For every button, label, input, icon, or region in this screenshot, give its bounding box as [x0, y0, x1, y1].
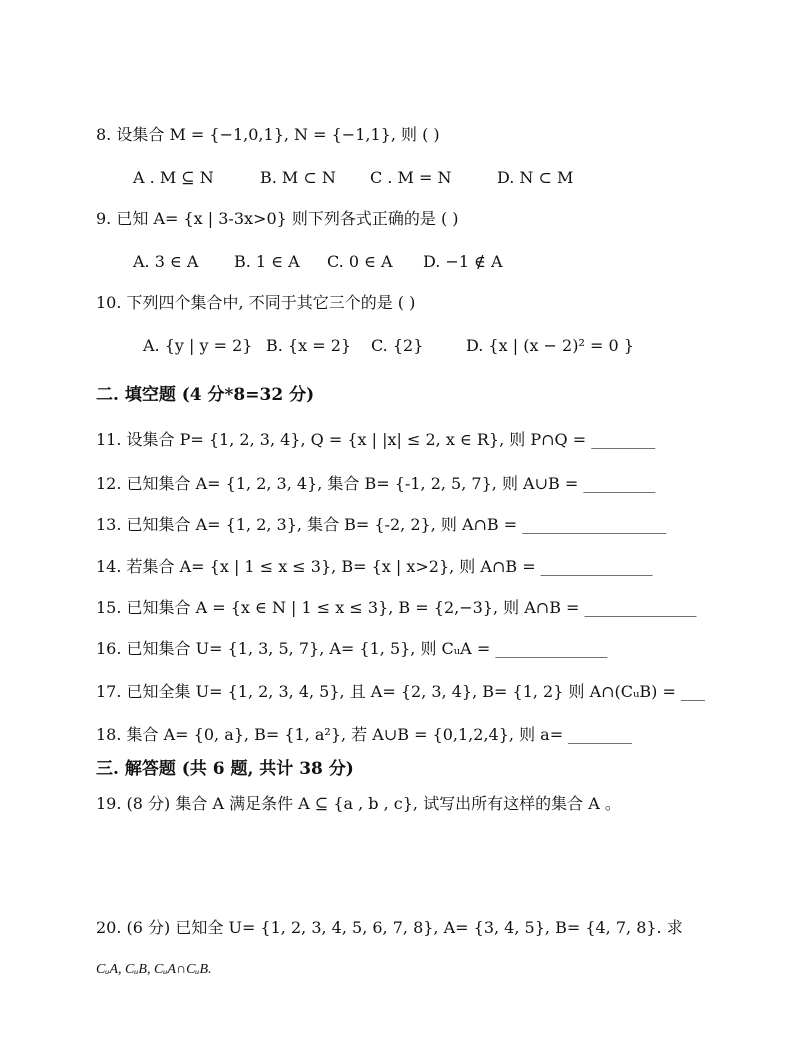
fill-question-11: 11. 设集合 P= {1, 2, 3, 4}, Q = {x | |x| ≤ 2, x ∈ R}, 则 P∩Q = ________ [96, 430, 656, 449]
q8-option-a: A . M ⊆ N [133, 168, 214, 187]
fill-question-12: 12. 已知集合 A= {1, 2, 3, 4}, 集合 B= {-1, 2, 5, 7}, 则 A∪B = _________ [96, 474, 656, 493]
question-20-sub: CᵤA, CᵤB, CᵤA∩CᵤB. [96, 962, 212, 977]
fill-question-17: 17. 已知全集 U= {1, 2, 3, 4, 5}, 且 A= {2, 3, 4}, B= {1, 2} 则 A∩(CᵤB) = ___ [96, 682, 705, 701]
q10-option-c: C. {2} [371, 336, 424, 355]
fill-question-18: 18. 集合 A= {0, a}, B= {1, a²}, 若 A∪B = {0,1,2,4}, 则 a= ________ [96, 725, 633, 744]
q9-option-c: C. 0 ∈ A [327, 252, 393, 271]
question-19: 19. (8 分) 集合 A 满足条件 A ⊆ {a , b , c}, 试写出所有这样的集合 A 。 [96, 794, 621, 813]
fill-question-14: 14. 若集合 A= {x | 1 ≤ x ≤ 3}, B= {x | x>2}, 则 A∩B = ______________ [96, 557, 653, 576]
question-10: 10. 下列四个集合中, 不同于其它三个的是 ( ) [96, 293, 416, 312]
fill-question-16: 16. 已知集合 U= {1, 3, 5, 7}, A= {1, 5}, 则 CᵤA = ______________ [96, 639, 608, 658]
question-20: 20. (6 分) 已知全 U= {1, 2, 3, 4, 5, 6, 7, 8}, A= {3, 4, 5}, B= {4, 7, 8}. 求 [96, 918, 683, 937]
q10-option-d: D. {x | (x − 2)² = 0 } [466, 336, 634, 355]
question-9: 9. 已知 A= {x | 3-3x>0} 则下列各式正确的是 ( ) [96, 209, 459, 228]
q8-option-b: B. M ⊂ N [260, 168, 336, 187]
fill-question-13: 13. 已知集合 A= {1, 2, 3}, 集合 B= {-2, 2}, 则 A∩B = __________________ [96, 515, 667, 534]
q8-option-c: C . M = N [370, 168, 452, 187]
question-8: 8. 设集合 M = {−1,0,1}, N = {−1,1}, 则 ( ) [96, 125, 440, 144]
q9-option-a: A. 3 ∈ A [133, 252, 199, 271]
section-2-heading: 二. 填空题 (4 分*8=32 分) [96, 385, 315, 405]
fill-question-15: 15. 已知集合 A = {x ∈ N | 1 ≤ x ≤ 3}, B = {2,−3}, 则 A∩B = ______________ [96, 598, 697, 617]
q8-option-d: D. N ⊂ M [497, 168, 574, 187]
q9-option-d: D. −1 ∉ A [423, 252, 503, 271]
section-3-heading: 三. 解答题 (共 6 题, 共计 38 分) [96, 759, 354, 779]
q10-option-a: A. {y | y = 2} [143, 336, 253, 355]
q10-option-b: B. {x = 2} [266, 336, 352, 355]
q9-option-b: B. 1 ∈ A [234, 252, 300, 271]
